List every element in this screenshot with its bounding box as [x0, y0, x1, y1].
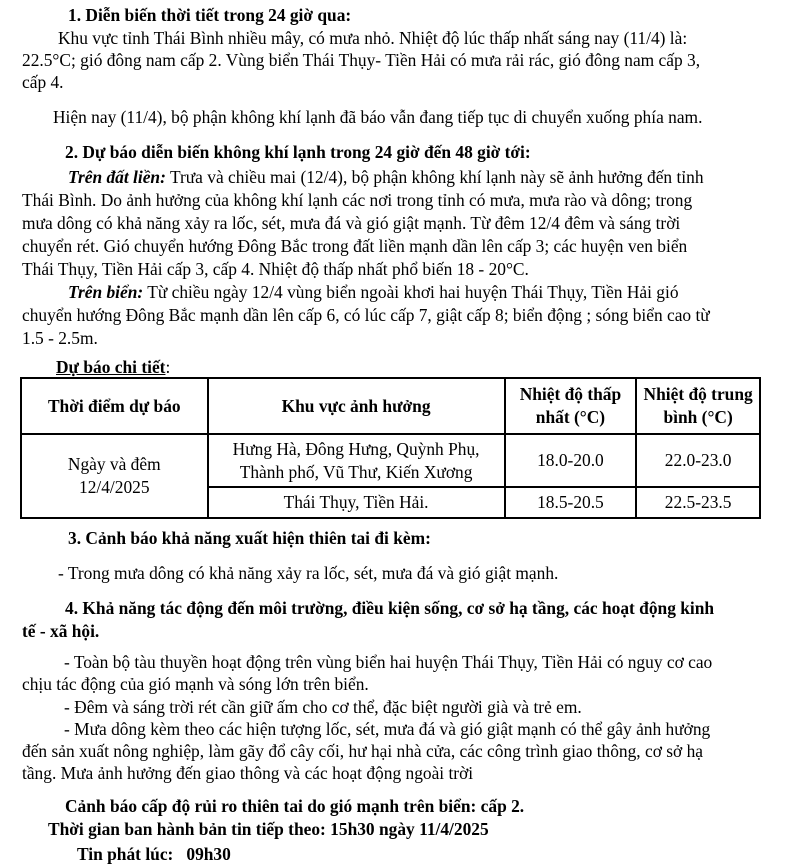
- section3-item: - Trong mưa dông có khả năng xảy ra lốc, sét, mưa đá và gió giật mạnh.: [58, 563, 559, 583]
- section4-heading: tế - xã hội.: [22, 621, 100, 641]
- header-forecast-time: Thời điểm dự báo: [21, 378, 208, 434]
- land-forecast-line: Thái Thụy, Tiền Hải cấp 3, cấp 4. Nhiệt độ thấp nhất phổ biến 18 - 20°C.: [22, 259, 529, 279]
- section4-item: tầng. Mưa ảnh hưởng đến giao thông và các hoạt động ngoài trời: [22, 763, 474, 783]
- section1-text-line: 22.5°C; gió đông nam cấp 2. Vùng biển Thái Thụy- Tiền Hải có mưa rải rác, gió đông nam cấp 3,: [22, 50, 701, 70]
- affected-area-cell: Thái Thụy, Tiền Hải.: [208, 487, 505, 518]
- table-row: [21, 434, 760, 487]
- header-affected-area: Khu vực ảnh hưởng: [208, 378, 505, 434]
- land-forecast-line: mưa dông có khả năng xảy ra lốc, sét, mưa đá và gió giật mạnh. Từ đêm 12/4 đêm và sáng trời: [22, 213, 681, 233]
- avg-temperature-cell: 22.5-23.5: [636, 487, 760, 518]
- sea-forecast-line: [68, 281, 679, 304]
- risk-level-warning: Cảnh báo cấp độ rủi ro thiên tai do gió mạnh trên biển: cấp 2.: [65, 796, 525, 816]
- sea-forecast-label: Trên biển:: [68, 282, 144, 302]
- header-avg-temperature: Nhiệt độ trung bình (°C): [636, 378, 760, 434]
- min-temperature-cell: 18.5-20.5: [505, 487, 637, 518]
- affected-area-cell: Hưng Hà, Đông Hưng, Quỳnh Phụ, Thành phố, Vũ Thư, Kiến Xương: [208, 434, 505, 487]
- next-bulletin-time: Thời gian ban hành bản tin tiếp theo: 15h30 ngày 11/4/2025: [48, 819, 489, 839]
- section4-item: đến sản xuất nông nghiệp, làm gãy đổ cây cối, hư hại nhà cửa, các công trình giao thông, cơ sở hạ: [22, 741, 703, 761]
- sea-forecast-line: chuyển hướng Đông Bắc mạnh dần lên cấp 6, có lúc cấp 7, giật cấp 8; biển động ; sóng biển cao từ: [22, 305, 710, 325]
- section4-item: - Toàn bộ tàu thuyền hoạt động trên vùng biển hai huyện Thái Thụy, Tiền Hải có nguy cơ cao: [64, 652, 713, 672]
- issued-time-label: Tin phát lúc:: [77, 844, 174, 864]
- section1-text-line: Khu vực tỉnh Thái Bình nhiều mây, có mưa nhỏ. Nhiệt độ lúc thấp nhất sáng nay (11/4) là:: [58, 28, 688, 48]
- section2-heading: 2. Dự báo diễn biến không khí lạnh trong 24 giờ đến 48 giờ tới:: [65, 142, 531, 162]
- section4-item: chịu tác động của gió mạnh và sóng lớn trên biển.: [22, 674, 369, 694]
- land-forecast-line: [68, 166, 704, 189]
- forecast-time-cell: Ngày và đêm 12/4/2025: [21, 434, 208, 518]
- land-forecast-label: Trên đất liền:: [68, 167, 166, 187]
- table-header-row: [21, 378, 760, 434]
- detail-forecast-label: Dự báo chi tiết:: [56, 357, 171, 377]
- section1-heading: 1. Diễn biến thời tiết trong 24 giờ qua:: [68, 5, 352, 25]
- avg-temperature-cell: 22.0-23.0: [636, 434, 760, 487]
- header-min-temperature: Nhiệt độ thấp nhất (°C): [505, 378, 637, 434]
- section4-item: - Đêm và sáng trời rét cần giữ ấm cho cơ thể, đặc biệt người già và trẻ em.: [64, 697, 582, 717]
- land-forecast-text: Trưa và chiều mai (12/4), bộ phận không khí lạnh này sẽ ảnh hưởng đến tỉnh: [169, 167, 704, 187]
- detail-forecast-table: [20, 377, 761, 519]
- min-temperature-cell: 18.0-20.0: [505, 434, 637, 487]
- land-forecast-line: Thái Bình. Do ảnh hưởng của không khí lạnh các nơi trong tỉnh có mưa, mưa rào và dông; trong: [22, 190, 693, 210]
- issued-time-value: 09h30: [186, 844, 231, 864]
- sea-forecast-line: 1.5 - 2.5m.: [22, 328, 98, 348]
- land-forecast-line: chuyển rét. Gió chuyển hướng Đông Bắc trong đất liền mạnh dần lên cấp 3; các huyện ven biển: [22, 236, 688, 256]
- section1-text-line: cấp 4.: [22, 72, 64, 92]
- section4-heading: 4. Khả năng tác động đến môi trường, điều kiện sống, cơ sở hạ tầng, các hoạt động kinh: [65, 598, 715, 618]
- section1-current-status: Hiện nay (11/4), bộ phận không khí lạnh đã báo vẫn đang tiếp tục di chuyển xuống phía nam.: [53, 107, 703, 127]
- section3-heading: 3. Cảnh báo khả năng xuất hiện thiên tai đi kèm:: [68, 528, 431, 548]
- issued-time-line: [77, 843, 231, 866]
- sea-forecast-text: Từ chiều ngày 12/4 vùng biển ngoài khơi hai huyện Thái Thụy, Tiền Hải gió: [147, 282, 679, 302]
- section4-item: - Mưa dông kèm theo các hiện tượng lốc, sét, mưa đá và gió giật mạnh có thể gây ảnh hưởng: [64, 719, 711, 739]
